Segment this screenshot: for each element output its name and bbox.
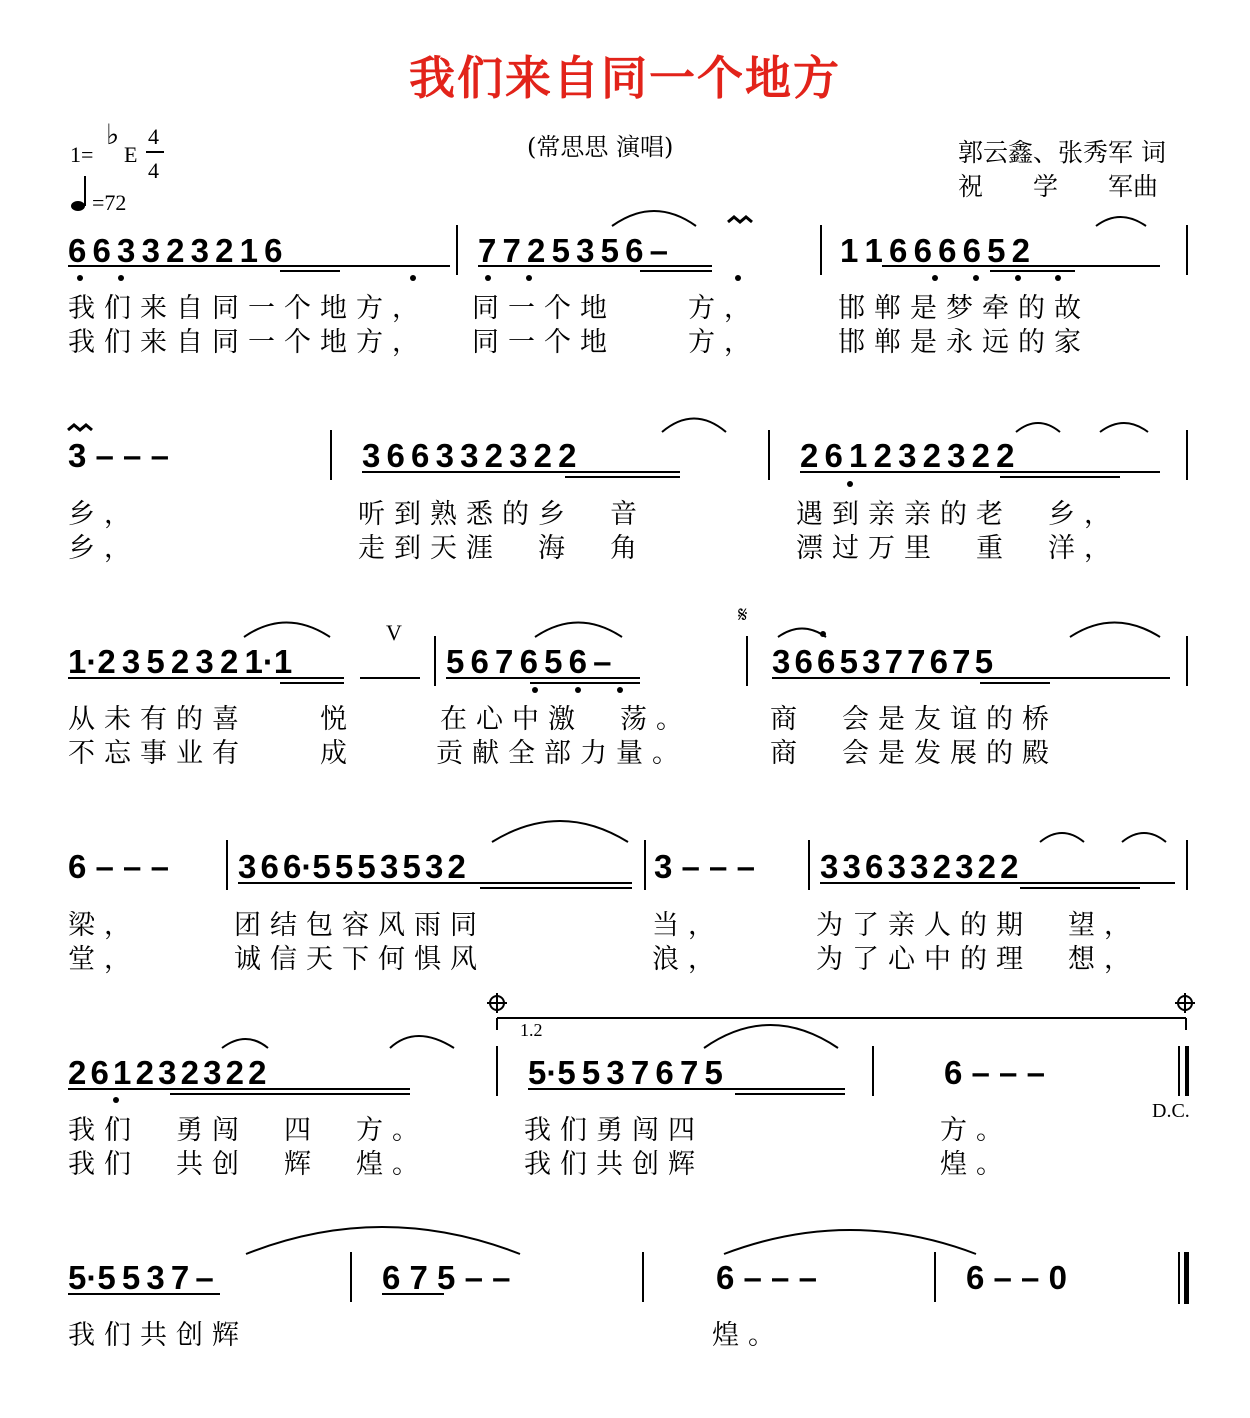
lyric-line-2: 不忘事业有 成	[68, 738, 356, 769]
lyric-line-2: 走到天涯 海 角	[358, 533, 646, 564]
key-note: E	[124, 142, 138, 167]
lyric-line-1: 梁，	[68, 910, 140, 941]
measure-notes: 2 6 1 2 3 2 3 2 2	[68, 1054, 267, 1091]
lyric-line-1: 我们勇闯四	[524, 1115, 704, 1146]
lyric-line-1: 从未有的喜 悦	[68, 704, 356, 735]
lyric-line-2: 堂，	[68, 944, 140, 975]
measure-notes: 6 – – –	[716, 1259, 817, 1296]
measure-notes: 6 – – –	[944, 1054, 1045, 1091]
lyric-line-2: 我们共创辉	[524, 1149, 704, 1180]
lyric-line-1: 煌。	[712, 1320, 784, 1351]
measure-notes: 1 1 6 6 6 6 5 2	[840, 232, 1031, 269]
measure-notes: 6 – – –	[68, 848, 169, 885]
time-signature-top: 4	[148, 124, 159, 149]
time-signature-bottom: 4	[148, 158, 159, 183]
measure-notes: 1·2 3 5 2 3 2 1·1	[68, 643, 293, 680]
lyric-line-1: 乡，	[68, 499, 140, 530]
lyric-line-1: 在心中激 荡。	[440, 704, 692, 735]
measure-notes: 6 7 5 – –	[382, 1259, 511, 1296]
tempo-mark: =72	[92, 190, 127, 215]
song-title: 我们来自同一个地方	[409, 51, 841, 105]
lyric-line-2: 漂过万里 重 洋，	[796, 533, 1120, 564]
lyric-line-1: 听到熟悉的乡 音	[358, 499, 646, 530]
measure-notes: 5·5 5 3 7 –	[68, 1259, 214, 1296]
lyric-line-1: 遇到亲亲的老 乡，	[796, 499, 1120, 530]
lyric-line-1: 为了亲人的期 望，	[816, 910, 1140, 941]
performer-credit: (常思思 演唱)	[527, 133, 674, 161]
lyric-line-2: 我们 共创 辉 煌。	[68, 1149, 428, 1180]
breath-mark: V	[386, 620, 402, 645]
key-prefix: 1=	[70, 142, 94, 167]
measure-notes: 3 6 6·5 5 5 3 5 3 2	[238, 848, 466, 885]
lyric-line-2: 商 会是发展的殿	[770, 738, 1058, 769]
lyric-line-2: 诚信天下何惧风	[234, 944, 486, 975]
lyric-line-2: 浪，	[652, 944, 724, 975]
lyric-line-1: 方。	[940, 1115, 1012, 1146]
lyric-line-1: 我们共创辉	[68, 1320, 248, 1351]
measure-notes: 3 6 6 3 3 2 3 2 2	[362, 437, 577, 474]
lyric-line-1: 我们来自同一个地方，	[68, 293, 428, 324]
measure-notes: 3 – – –	[654, 848, 755, 885]
measure-notes: 3 – – –	[68, 437, 169, 474]
measure-notes: 3 6 6 5 3 7 7 6 7 5	[772, 643, 994, 680]
lyric-line-1: 邯郸是梦牵的故	[838, 293, 1090, 324]
lyric-line-1: 同一个地 方，	[472, 293, 760, 324]
measure-notes: 5 6 7 6 5 6 –	[446, 643, 612, 680]
lyric-line-1: 当，	[652, 910, 724, 941]
lyric-line-2: 贡献全部力量。	[400, 738, 688, 769]
composer-credit: 祝 学 军曲	[958, 172, 1159, 201]
lyric-line-1: 团结包容风雨同	[234, 910, 486, 941]
lyric-line-2: 乡，	[68, 533, 140, 564]
measure-notes: 7 7 2 5 3 5 6 –	[478, 232, 669, 269]
volta-label: 1.2	[520, 1020, 543, 1040]
measure-notes: 6 – – 0	[966, 1259, 1067, 1296]
lyric-line-2: 同一个地 方，	[472, 327, 760, 358]
dc-mark: D.C.	[1152, 1100, 1190, 1122]
lyric-line-2: 为了心中的理 想，	[816, 944, 1140, 975]
lyric-line-1: 商 会是友谊的桥	[770, 704, 1058, 735]
lyric-line-1: 我们 勇闯 四 方。	[68, 1115, 428, 1146]
measure-notes: 5·5 5 3 7 6 7 5	[528, 1054, 723, 1091]
lyric-line-2: 我们来自同一个地方，	[68, 327, 428, 358]
lyric-line-2: 邯郸是永远的家	[838, 327, 1090, 358]
flat-icon: ♭	[106, 120, 120, 151]
measure-notes: 6 6 3 3 2 3 2 1 6	[68, 232, 283, 269]
svg-text:𝄋: 𝄋	[738, 603, 748, 628]
measure-notes: 3 3 6 3 3 2 3 2 2	[820, 848, 1019, 885]
lyric-line-2: 煌。	[940, 1149, 1012, 1180]
lyricist-credit: 郭云鑫、张秀军 词	[958, 138, 1166, 167]
measure-notes: 2 6 1 2 3 2 3 2 2	[800, 437, 1015, 474]
